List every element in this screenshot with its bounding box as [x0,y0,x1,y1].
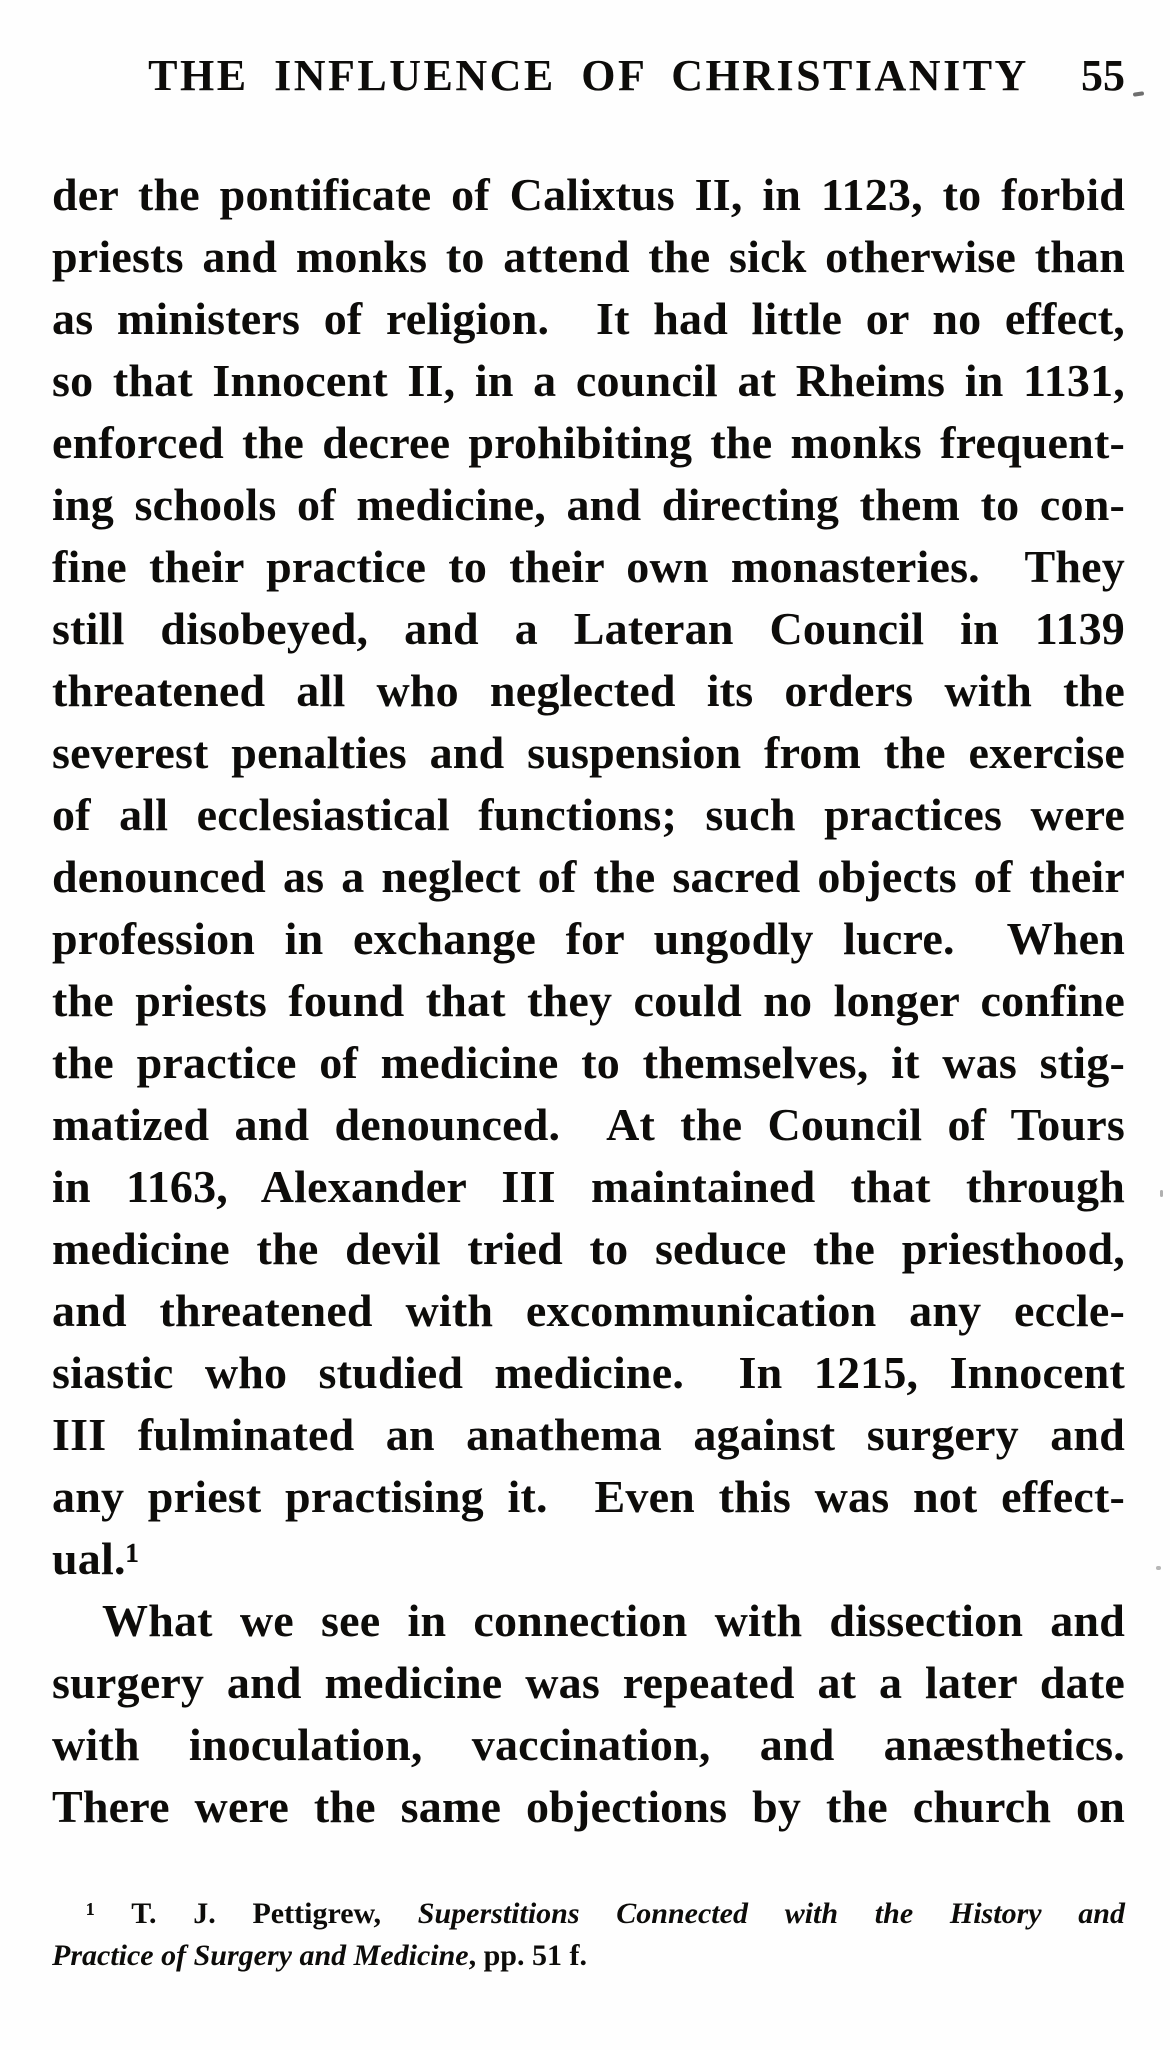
text-line: ing schools of medicine, and directing them to con- [52,479,1125,530]
footnote-line [52,1935,1125,1977]
running-header [52,52,1125,100]
footnote-work-title: Practice of Surgery and Medicine [52,1939,469,1972]
text-line: There were the same objections by the church on [52,1781,1125,1832]
text-line: profession in exchange for ungodly lucre. When [52,913,1125,964]
footnote-text: , pp. 51 f. [468,1939,587,1972]
text-line: any priest practising it. Even this was not effect- [52,1471,1125,1522]
running-title: THE INFLUENCE OF CHRISTIANITY [148,51,1029,100]
body-text [52,164,1125,1838]
text-line: matized and denounced. At the Council of Tours [52,1099,1125,1150]
paragraph [52,164,1125,1590]
text-line: siastic who studied medicine. In 1215, Innocent [52,1347,1125,1398]
scan-artifact-speck [1160,1190,1163,1197]
text-line: What we see in connection with dissection and [102,1595,1125,1646]
text-line: der the pontificate of Calixtus II, in 1123, to forbid [52,169,1125,220]
scan-artifact-speck [1156,1566,1161,1570]
footnote-line [52,1893,1125,1935]
text-line: ual.¹ [52,1533,140,1584]
footnote-text: ¹ T. J. Pettigrew, [86,1897,418,1930]
text-line: medicine the devil tried to seduce the priesthood, [52,1223,1125,1274]
text-line: still disobeyed, and a Lateran Council in 1139 [52,603,1125,654]
text-line: as ministers of religion. It had little or no effect, [52,293,1125,344]
text-line: so that Innocent II, in a council at Rheims in 1131, [52,355,1125,406]
text-line: and threatened with excommunication any eccle- [52,1285,1125,1336]
page-number: 55 [1081,51,1125,100]
text-line: fine their practice to their own monasteries. They [52,541,1125,592]
footnote [52,1893,1125,1977]
text-line: threatened all who neglected its orders with the [52,665,1125,716]
text-line: in 1163, Alexander III maintained that through [52,1161,1125,1212]
text-line: enforced the decree prohibiting the monks frequent- [52,417,1125,468]
scan-artifact-speck [1133,91,1144,96]
text-line: with inoculation, vaccination, and anæsthetics. [52,1719,1125,1770]
text-line: of all ecclesiastical functions; such practices were [52,789,1125,840]
footnote-work-title: Superstitions Connected with the History and [417,1897,1125,1930]
text-line: severest penalties and suspension from the exercise [52,727,1125,778]
paragraph [52,1590,1125,1838]
text-line: denounced as a neglect of the sacred objects of their [52,851,1125,902]
text-line: surgery and medicine was repeated at a later date [52,1657,1125,1708]
text-line: priests and monks to attend the sick otherwise than [52,231,1125,282]
text-line: the practice of medicine to themselves, it was stig- [52,1037,1125,1088]
text-line: the priests found that they could no longer confine [52,975,1125,1026]
text-line: III fulminated an anathema against surgery and [52,1409,1125,1460]
